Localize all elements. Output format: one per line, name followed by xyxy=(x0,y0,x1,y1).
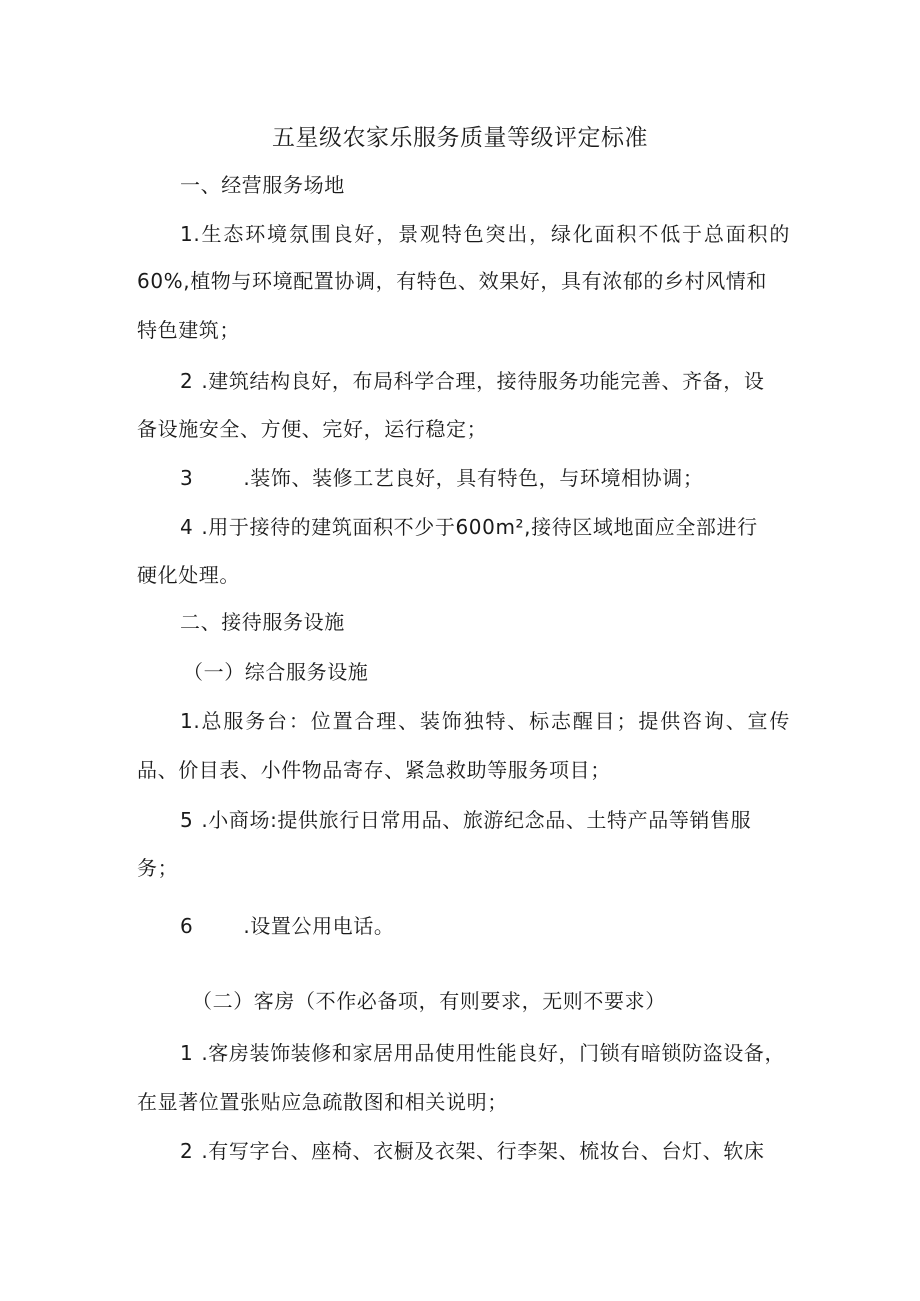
paragraph-line xyxy=(180,366,765,396)
paragraph-line xyxy=(180,512,758,542)
paragraph-line: 60%,植物与环境配置协调，有特色、效果好，具有浓郁的乡村风情和 xyxy=(137,269,768,293)
item-number: 4 xyxy=(180,515,194,539)
item-number: 2 xyxy=(180,369,194,393)
item-text: .建筑结构良好，布局科学合理，接待服务功能完善、齐备，设 xyxy=(201,369,765,393)
item-text: .客房装饰装修和家居用品使用性能良好，门锁有暗锁防盗设备， xyxy=(201,1041,786,1065)
paragraph-line: 1.总服务台：位置合理、装饰独特、标志醒目；提供咨询、宣传 xyxy=(180,709,790,733)
paragraph-line: 特色建筑； xyxy=(137,318,240,342)
paragraph-line xyxy=(180,911,395,941)
paragraph-line: 1.生态环境氛围良好，景观特色突出，绿化面积不低于总面积的 xyxy=(180,222,790,246)
document-title: 五星级农家乐服务质量等级评定标准 xyxy=(272,125,648,151)
item-number: 6 xyxy=(180,914,194,938)
item-number: 2 xyxy=(180,1139,194,1163)
paragraph-line xyxy=(180,1038,785,1068)
subsection-heading: （二）客房（不作必备项，有则要求，无则不要求） xyxy=(192,989,666,1013)
item-number: 1 xyxy=(180,1041,194,1065)
paragraph-line: 在显著位置张贴应急疏散图和相关说明； xyxy=(137,1090,508,1114)
paragraph-line: 品、价目表、小件物品寄存、紧急救助等服务项目； xyxy=(137,758,611,782)
item-text: .设置公用电话。 xyxy=(243,914,395,938)
subsection-heading: （一）综合服务设施 xyxy=(183,660,369,684)
paragraph-line xyxy=(180,463,704,493)
paragraph-line: 硬化处理。 xyxy=(137,563,240,587)
item-number: 5 xyxy=(180,808,194,832)
item-number: 3 xyxy=(180,466,194,490)
paragraph-line: 务； xyxy=(137,856,179,880)
item-text: .用于接待的建筑面积不少于600m²,接待区域地面应全部进行 xyxy=(201,515,758,539)
item-text: .装饰、装修工艺良好，具有特色，与环境相协调； xyxy=(243,466,704,490)
section-heading-2: 二、接待服务设施 xyxy=(180,610,345,634)
item-text: .有写字台、座椅、衣橱及衣架、行李架、梳妆台、台灯、软床 xyxy=(201,1139,765,1163)
paragraph-line xyxy=(180,805,751,835)
paragraph-line xyxy=(180,1136,765,1166)
paragraph-line: 备设施安全、方便、完好，运行稳定； xyxy=(137,417,488,441)
section-heading-1: 一、经营服务场地 xyxy=(180,173,345,197)
item-text: .小商场:提供旅行日常用品、旅游纪念品、土特产品等销售服 xyxy=(201,808,752,832)
